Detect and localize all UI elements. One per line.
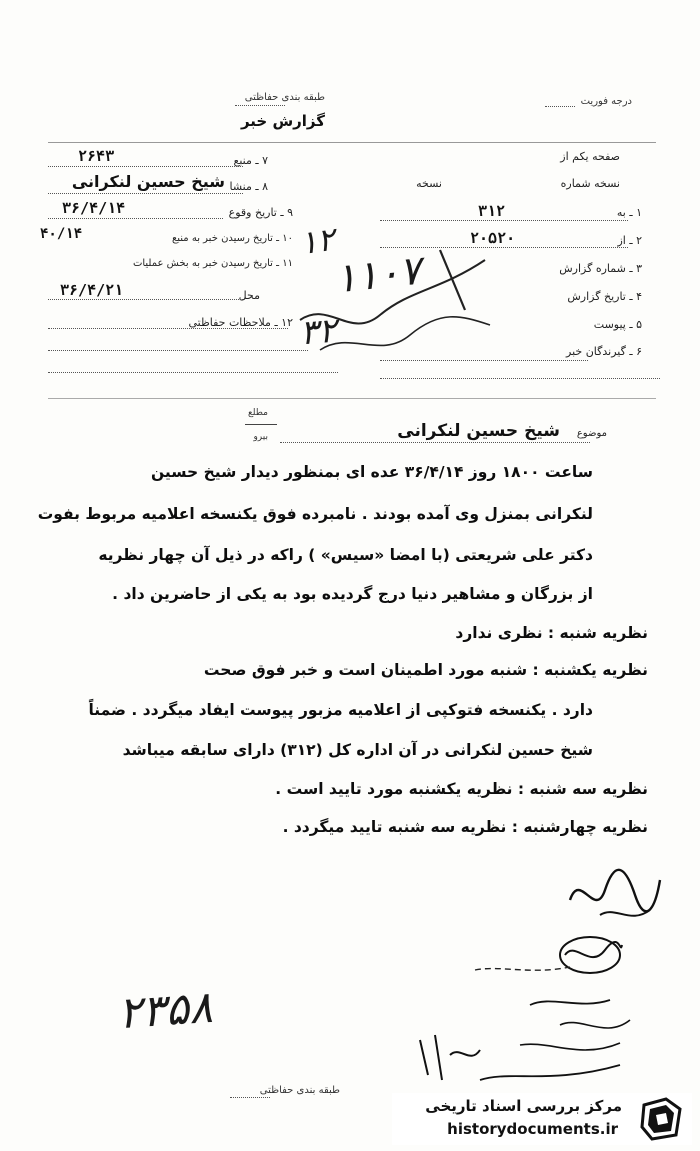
field-8-line <box>48 193 243 194</box>
stamp-divider <box>245 424 277 425</box>
report-title: گزارش خبر <box>240 112 325 130</box>
footer-classification-label: طبقه بندی حفاظتی <box>259 1085 340 1096</box>
subject-line <box>280 442 590 443</box>
subject-value: شیخ حسین لنکرانی <box>397 421 560 441</box>
field-11-label: ۱۱ ـ تاریخ رسیدن خبر به بخش عملیات <box>132 258 293 269</box>
field-11-value: ۳۶/۴/۲۱ <box>60 281 124 299</box>
field-8-value: شیخ حسین لنکرانی <box>71 172 225 191</box>
blank-line-a <box>380 378 660 379</box>
margin-handwritten-number: ۲۳۵۸ <box>116 981 215 1040</box>
body-line-10: نظریه چهارشنبه : نظریه سه شنبه تایید میگردد . <box>282 818 648 836</box>
blank-line-c <box>48 372 338 373</box>
field-6-label: ۶ ـ گیرندگان خبر <box>566 345 642 358</box>
watermark-english: historydocuments.ir <box>447 1120 618 1138</box>
handwritten-annotation-b: ۱۱۰۷ <box>332 247 424 303</box>
field-9-label: ۹ ـ تاریخ وقوع <box>228 206 293 219</box>
copy-label: نسخه <box>416 177 442 190</box>
blank-line-b <box>48 350 308 351</box>
stamp-bottom-label: بیرو <box>253 432 268 442</box>
copy-number-label: نسخه شماره <box>560 177 620 190</box>
field-1-value: ۳۱۲ <box>478 202 506 220</box>
handwritten-annotation-a: ۱۲ <box>297 219 337 263</box>
body-line-1: ساعت ۱۸۰۰ روز ۳۶/۴/۱۴ عده ای بمنظور دیدار شیخ حسین <box>150 463 593 481</box>
body-line-6: نظریه یکشنبه : شنبه مورد اطمینان است و خبر فوق صحت <box>203 661 648 679</box>
body-line-3: دکتر علی شریعتی (با امضا «سیس» ) راکه در ذیل آن چهار نظریه <box>98 546 593 564</box>
priority-line <box>545 106 575 107</box>
field-7-line <box>48 166 243 167</box>
watermark-persian: مرکز بررسی اسناد تاریخی <box>425 1097 622 1115</box>
field-12-label: ۱۲ ـ ملاحظات حفاظتی <box>188 316 293 329</box>
body-line-8: شیخ حسین لنکرانی در آن اداره کل (۳۱۲) دارای سابقه میباشد <box>122 741 593 759</box>
header-classification-line <box>235 105 285 106</box>
field-7-label: ۷ ـ منبع <box>233 154 268 167</box>
field-5-label: ۵ ـ پیوست <box>593 318 642 331</box>
handwritten-annotation-c: ۳۲ <box>298 310 339 354</box>
field-2-label: ۲ ـ از <box>617 234 642 247</box>
fields-bottom-rule <box>48 398 656 399</box>
field-10-value: ۴۰/۱۴ <box>40 226 83 242</box>
watermark-logo <box>392 1093 692 1145</box>
field-10-label: ۱۰ ـ تاریخ رسیدن خبر به منبع <box>171 233 293 244</box>
stamp-top-label: مطلع <box>248 408 268 418</box>
field-11-line <box>48 299 243 300</box>
field-4-label: ۴ ـ تاریخ گزارش <box>567 290 642 303</box>
field-9-line <box>48 218 223 219</box>
field-7-value: ۲۶۴۳ <box>78 147 115 165</box>
field-1-label: ۱ ـ به <box>616 206 642 219</box>
body-line-9: نظریه سه شنبه : نظریه یکشنبه مورد تایید است . <box>275 780 648 798</box>
body-line-4: از بزرگان و مشاهیر دنیا درج گردیده بود به یکی از حاضرین داد . <box>112 585 593 603</box>
signature-upper <box>560 860 670 930</box>
body-line-2: لنکرانی بمنزل وی آمده بودند . نامبرده فوق یکنسخه اعلامیه مربوط بفوت <box>37 505 593 523</box>
field-3-label: ۳ ـ شماره گزارش <box>559 262 642 275</box>
header-rule <box>48 142 656 143</box>
body-line-5: نظریه شنبه : نظری ندارد <box>455 624 648 642</box>
footer-classification-line <box>230 1097 270 1098</box>
field-9-value: ۳۶/۴/۱۴ <box>62 199 126 217</box>
page-count-label: صفحه یکم از <box>560 150 620 163</box>
field-2-value: ۲۰۵۲۰ <box>470 229 516 247</box>
field-8-label: ۸ ـ منشا <box>229 180 268 193</box>
place-label: محل <box>238 289 260 302</box>
field-12-line <box>48 328 288 329</box>
subject-label: موضوع <box>576 428 607 439</box>
archive-logo-icon <box>636 1095 686 1143</box>
signature-middle <box>470 925 630 990</box>
handwritten-scribble-top <box>290 220 500 370</box>
header-classification-label: طبقه بندی حفاظتی <box>244 92 325 103</box>
priority-label: درجه فوریت <box>580 96 632 107</box>
signature-lower-scribbles <box>380 985 650 1095</box>
body-line-7: دارد . یکنسخه فتوکپی از اعلامیه مزبور پیوست ایفاد میگردد . ضمناً <box>88 701 593 719</box>
